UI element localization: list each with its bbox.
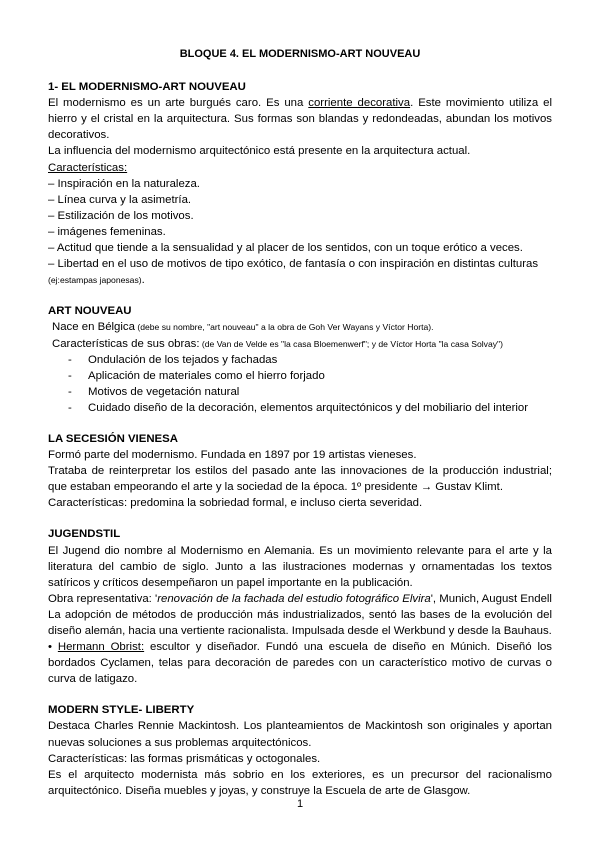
section-heading: JUGENDSTIL — [48, 528, 121, 541]
paragraph — [48, 95, 552, 143]
bullet-list — [48, 352, 552, 416]
section-jugendstil — [48, 526, 552, 687]
list-item: – Estilización de los motivos. — [48, 209, 194, 222]
text: ', Munich, August Endell — [430, 592, 552, 605]
paragraph: La influencia del modernismo arquitectónico está presente en la arquitectura actual. — [48, 145, 471, 158]
text: El modernismo es un arte burgués caro. Es una — [48, 97, 309, 110]
note: (debe su nombre, "art nouveau" a la obra de Goh Ver Wayans y Víctor Horta). — [134, 322, 434, 333]
text: Obra representativa: ' — [48, 592, 158, 605]
paragraph — [48, 319, 552, 335]
list-item-note — [48, 272, 552, 288]
text: . Este movimiento utiliza el hierro y el cristal en la arquitectura. Sus formas son blandas y redondeadas, abundan los motivos decorativos. — [48, 97, 552, 142]
underlined-term: corriente decorativa — [308, 97, 411, 110]
list-item: - Aplicación de materiales como el hierro forjado — [68, 368, 552, 384]
section-secesion-vienesa — [48, 431, 552, 511]
list-item: – Línea curva y la asimetría. — [48, 193, 192, 206]
paragraph: El Jugend dio nombre al Modernismo en Alemania. Es un movimiento relevante para el arte y la literatura del cambio de siglo. Junto a las ilustraciones modernas y ornamentadas los textos satíricos y críticos desempeñaron un papel importante en la publicación. — [48, 544, 552, 589]
document-page — [48, 46, 552, 814]
paragraph: Es el arquitecto modernista más sobrio en los exteriores, es un precursor del racionalismo arquitectónico. Diseña muebles y joyas, y construye la Escuela de arte de Glasgow. — [48, 768, 552, 797]
section-modernismo — [48, 79, 552, 288]
paragraph: Trataba de reinterpretar los estilos del pasado ante las innovaciones de la producción industrial; que estaban empeorando el arte y la sociedad de la época. 1º presidente → Gustav Klimt. — [48, 465, 552, 494]
text: . — [141, 274, 145, 287]
list-item: – Inspiración en la naturaleza. — [48, 177, 200, 190]
paragraph — [48, 336, 552, 352]
text: escultor y diseñador. Fundó una escuela de diseño en Múnich. Diseñó los bordados Cyclamen, telas para decoración de paredes con un característico motivo de curvas o curva de latigazo. — [48, 641, 552, 686]
paragraph: Formó parte del modernismo. Fundada en 1897 por 19 artistas vieneses. — [48, 449, 417, 462]
page-number: 1 — [296, 798, 304, 810]
underlined-term: Hermann Obrist: — [57, 641, 145, 654]
text: Nace en Bélgica — [52, 321, 135, 334]
note: (ej:estampas japonesas) — [48, 275, 142, 286]
section-heading: ART NOUVEAU — [48, 305, 132, 318]
characteristics-label: Características: — [48, 161, 128, 174]
paragraph: Características: las formas prismáticas y octogonales. — [48, 752, 321, 765]
list-item: - Motivos de vegetación natural — [68, 384, 552, 400]
list-item: – Actitud que tiende a la sensualidad y al placer de los sentidos, con un toque erótico a veces. — [48, 242, 523, 255]
document-title: BLOQUE 4. EL MODERNISMO-ART NOUVEAU — [179, 48, 421, 60]
list-item: – Libertad en el uso de motivos de tipo exótico, de fantasía o con inspiración en distintas culturas — [48, 258, 539, 271]
section-heading: LA SECESIÓN VIENESA — [48, 432, 178, 445]
paragraph — [48, 639, 552, 687]
section-heading: 1- EL MODERNISMO-ART NOUVEAU — [48, 81, 246, 94]
section-modern-style — [48, 702, 552, 799]
italic-title: renovación de la fachada del estudio fotográfico Elvira — [157, 592, 431, 605]
note: (de Van de Velde es "la casa Bloemenwerf"; y de Víctor Horta "la casa Solvay") — [199, 338, 503, 349]
list-item: - Cuidado diseño de la decoración, elementos arquitectónicos y del mobiliario del interior — [68, 400, 552, 416]
list-item: – imágenes femeninas. — [48, 225, 166, 238]
section-art-nouveau — [48, 303, 552, 416]
list-item: - Ondulación de los tejados y fachadas — [68, 352, 552, 368]
text: Características de sus obras: — [52, 337, 200, 350]
paragraph — [48, 591, 552, 607]
section-heading: MODERN STYLE- LIBERTY — [48, 704, 195, 717]
bullet: • — [48, 641, 58, 654]
paragraph: Destaca Charles Rennie Mackintosh. Los planteamientos de Mackintosh son originales y aportan nuevas soluciones a sus problemas arquitectónicos. — [48, 720, 552, 749]
paragraph: Características: predomina la sobriedad formal, e incluso cierta severidad. — [48, 497, 423, 510]
paragraph: La adopción de métodos de producción más industrializados, sentó las bases de la evolución del diseño alemán, hacia una vertiente racionalista. Impulsada desde el Werkbund y desde la Bauhaus. — [48, 608, 552, 637]
